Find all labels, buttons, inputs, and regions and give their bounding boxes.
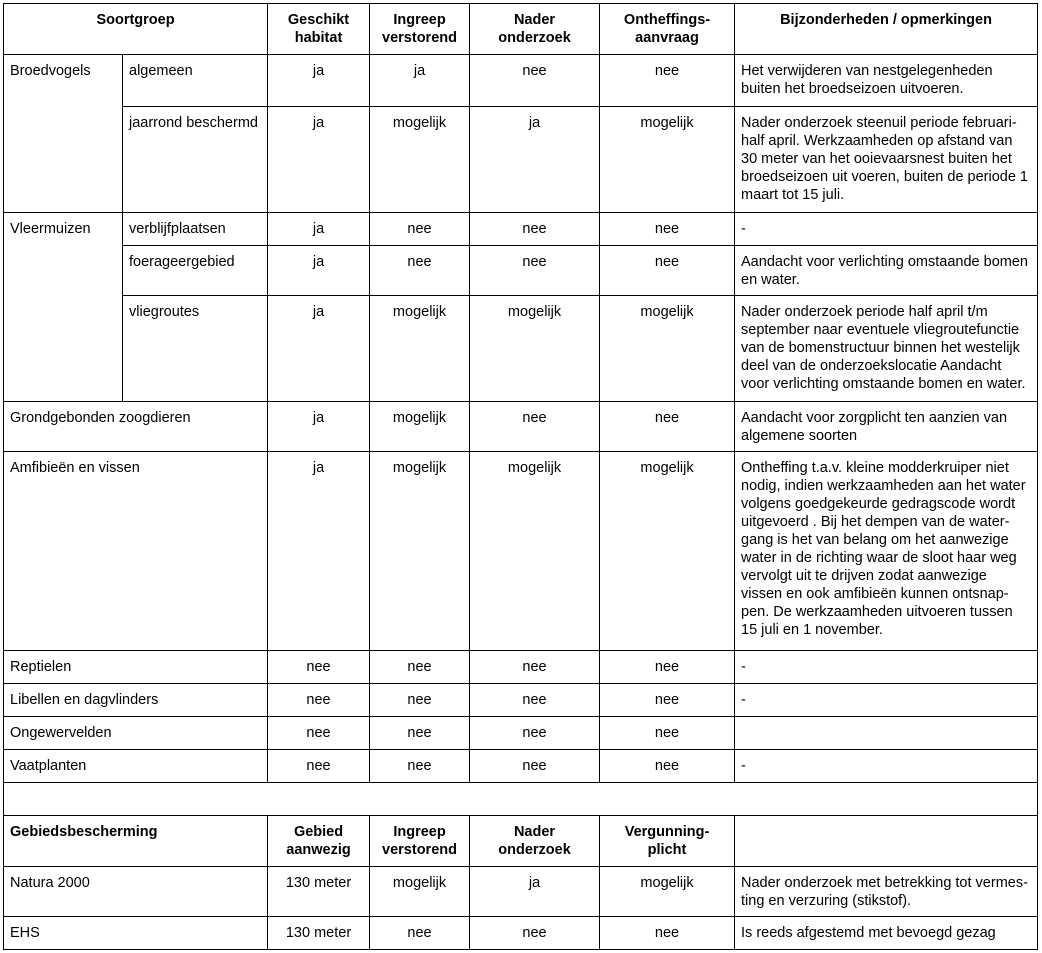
onderzoek-cell: nee — [470, 651, 600, 684]
onderzoek-cell: nee — [470, 246, 600, 296]
ingreep-cell: nee — [370, 246, 470, 296]
ingreep-cell: nee — [370, 651, 470, 684]
area-header-row — [4, 816, 1038, 867]
habitat-cell: nee — [268, 651, 370, 684]
ingreep-cell: mogelijk — [370, 296, 470, 402]
header-vergunningplicht: Vergunning- plicht — [600, 816, 735, 867]
note-cell — [735, 717, 1038, 750]
header-ontheffingsaanvraag: Ontheffings- aanvraag — [600, 4, 735, 55]
group-cell-vleermuizen: Vleermuizen — [4, 213, 123, 402]
table-row — [4, 296, 1038, 402]
group-cell-broedvogels: Broedvogels — [4, 55, 123, 213]
subgroup-cell: foerageergebied — [123, 246, 268, 296]
header-ingreep-verstorend: Ingreep verstorend — [370, 4, 470, 55]
onderzoek-cell: mogelijk — [470, 296, 600, 402]
ingreep-cell: nee — [370, 717, 470, 750]
table-row — [4, 107, 1038, 213]
species-header-row — [4, 4, 1038, 55]
aanvraag-cell: nee — [600, 213, 735, 246]
onderzoek-cell: nee — [470, 717, 600, 750]
onderzoek-cell: nee — [470, 213, 600, 246]
header-nader-onderzoek: Nader onderzoek — [470, 816, 600, 867]
note-cell: Aandacht voor zorgplicht ten aanzien van algemene soorten — [735, 402, 1038, 452]
habitat-cell: ja — [268, 296, 370, 402]
table-row — [4, 684, 1038, 717]
habitat-cell: ja — [268, 107, 370, 213]
ingreep-cell: mogelijk — [370, 107, 470, 213]
ingreep-cell: mogelijk — [370, 452, 470, 651]
aanvraag-cell: nee — [600, 684, 735, 717]
header-soortgroep: Soortgroep — [4, 4, 268, 55]
spacer-row — [4, 783, 1038, 816]
header-ingreep-verstorend: Ingreep verstorend — [370, 816, 470, 867]
aanvraag-cell: mogelijk — [600, 107, 735, 213]
habitat-cell: ja — [268, 213, 370, 246]
note-cell: Aandacht voor verlichting omstaande bomen en water. — [735, 246, 1038, 296]
header-bijzonderheden: Bijzonderheden / opmerkingen — [735, 4, 1038, 55]
note-cell: Nader onderzoek met betrekking tot vermes- ting en verzuring (stikstof). — [735, 867, 1038, 917]
note-cell: - — [735, 213, 1038, 246]
table-row — [4, 750, 1038, 783]
aanvraag-cell: mogelijk — [600, 452, 735, 651]
group-cell: Ongewervelden — [4, 717, 268, 750]
area-name-cell: EHS — [4, 917, 268, 950]
aanwezig-cell: 130 meter — [268, 917, 370, 950]
onderzoek-cell: nee — [470, 917, 600, 950]
table-row — [4, 55, 1038, 107]
ingreep-cell: mogelijk — [370, 867, 470, 917]
table-row — [4, 246, 1038, 296]
habitat-cell: nee — [268, 717, 370, 750]
note-cell: - — [735, 750, 1038, 783]
ingreep-cell: nee — [370, 684, 470, 717]
group-cell: Reptielen — [4, 651, 268, 684]
group-cell: Libellen en dagvlinders — [4, 684, 268, 717]
header-nader-onderzoek: Nader onderzoek — [470, 4, 600, 55]
habitat-cell: ja — [268, 55, 370, 107]
habitat-cell: ja — [268, 246, 370, 296]
aanvraag-cell: nee — [600, 402, 735, 452]
header-empty-cell — [735, 816, 1038, 867]
note-cell: Is reeds afgestemd met bevoegd gezag — [735, 917, 1038, 950]
table-row — [4, 867, 1038, 917]
aanvraag-cell: nee — [600, 651, 735, 684]
group-cell: Vaatplanten — [4, 750, 268, 783]
subgroup-cell: algemeen — [123, 55, 268, 107]
habitat-cell: ja — [268, 402, 370, 452]
table-row — [4, 213, 1038, 246]
aanvraag-cell: mogelijk — [600, 296, 735, 402]
table-row — [4, 402, 1038, 452]
area-name-cell: Natura 2000 — [4, 867, 268, 917]
aanvraag-cell: nee — [600, 55, 735, 107]
note-cell: Het verwijderen van nestgelegenheden buiten het broedseizoen uitvoeren. — [735, 55, 1038, 107]
table-row — [4, 717, 1038, 750]
habitat-cell: nee — [268, 750, 370, 783]
ingreep-cell: nee — [370, 917, 470, 950]
aanvraag-cell: nee — [600, 246, 735, 296]
onderzoek-cell: nee — [470, 402, 600, 452]
note-cell: Nader onderzoek periode half april t/m september naar eventuele vliegroutefunctie van de bomenstructuur binnen het westelijk deel van de onderzoekslocatie Aandacht voor verlichting omstaande bomen en water. — [735, 296, 1038, 402]
header-geschikt-habitat: Geschikt habitat — [268, 4, 370, 55]
plicht-cell: mogelijk — [600, 867, 735, 917]
subgroup-cell: verblijfplaatsen — [123, 213, 268, 246]
onderzoek-cell: nee — [470, 55, 600, 107]
table-row — [4, 917, 1038, 950]
ingreep-cell: mogelijk — [370, 402, 470, 452]
ingreep-cell: nee — [370, 213, 470, 246]
note-cell: - — [735, 684, 1038, 717]
onderzoek-cell: nee — [470, 750, 600, 783]
subgroup-cell: vliegroutes — [123, 296, 268, 402]
onderzoek-cell: ja — [470, 107, 600, 213]
aanvraag-cell: nee — [600, 750, 735, 783]
header-gebiedsbescherming: Gebiedsbescherming — [4, 816, 268, 867]
aanvraag-cell: nee — [600, 717, 735, 750]
ingreep-cell: nee — [370, 750, 470, 783]
plicht-cell: nee — [600, 917, 735, 950]
ingreep-cell: ja — [370, 55, 470, 107]
habitat-cell: ja — [268, 452, 370, 651]
spacer-cell — [4, 783, 1038, 816]
aanwezig-cell: 130 meter — [268, 867, 370, 917]
habitat-cell: nee — [268, 684, 370, 717]
table-row — [4, 452, 1038, 651]
table-row — [4, 651, 1038, 684]
group-cell: Amfibieën en vissen — [4, 452, 268, 651]
header-gebied-aanwezig: Gebied aanwezig — [268, 816, 370, 867]
onderzoek-cell: nee — [470, 684, 600, 717]
note-cell: Ontheffing t.a.v. kleine modderkruiper niet nodig, indien werkzaamheden aan het water volgens goedgekeurde gedragscode wordt uitgevoerd . Bij het dempen van de water- gang is het van belang om het aanwezige water in de richting waar de sloot haar weg vervolgt uit te drijven zodat aanwezige vissen en ook amfibieën kunnen ontsnap- pen. De werkzaamheden uitvoeren tussen 15 juli en 1 november. — [735, 452, 1038, 651]
note-cell: Nader onderzoek steenuil periode februari- half april. Werkzaamheden op afstand van 30 meter van het ooievaarsnest buiten het broedseizoen uit voeren, buiten de periode 1 maart tot 15 juli. — [735, 107, 1038, 213]
group-cell: Grondgebonden zoogdieren — [4, 402, 268, 452]
onderzoek-cell: mogelijk — [470, 452, 600, 651]
species-assessment-table — [3, 3, 1038, 950]
subgroup-cell: jaarrond beschermd — [123, 107, 268, 213]
note-cell: - — [735, 651, 1038, 684]
onderzoek-cell: ja — [470, 867, 600, 917]
